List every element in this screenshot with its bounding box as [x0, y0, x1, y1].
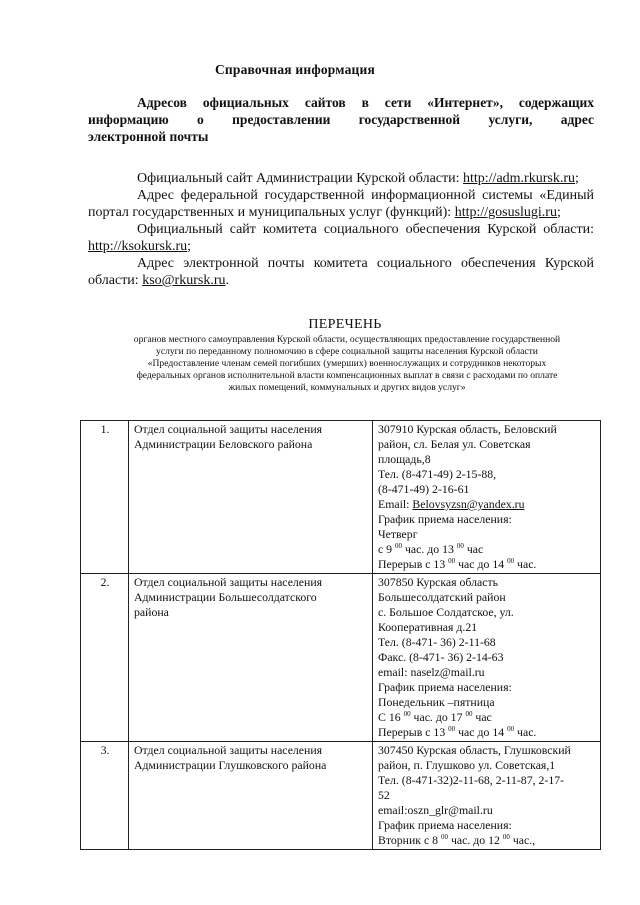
office-hours: Вторник с 8 $^{00}$ час. до 12 $^{00}$ час., [378, 833, 536, 847]
office-email-link[interactable]: Belovsyzsn@yandex.ru [412, 497, 525, 511]
row-number: 3. [81, 742, 129, 850]
office-hours: С 16 $^{00}$ час. до 17 $^{00}$ час [378, 710, 492, 724]
committee-email-line: Адрес электронной почты комитета социального обеспечения Курской области: kso@rkursk.ru. [88, 256, 594, 288]
list-subtitle: органов местного самоуправления Курской области, осуществляющих предоставление государственной услуги по переданному полномочию в сфере социальной защиты населения Курской области «Предоставление членам семей погибших (умерших) военнослужащих и сотрудников некоторых федеральных органов исполнительной власти компенсационных выплат в связи с расходами по оплате жилых помещений, коммунальных и других видов услуг» [133, 334, 561, 393]
committee-email-link[interactable]: kso@rkursk.ru [142, 273, 226, 288]
lunch-break: Перерыв с 13 $^{00}$ час до 14 $^{00}$ час. [378, 725, 537, 739]
table-row [81, 421, 601, 574]
row-number: 1. [81, 421, 129, 574]
document-subtitle [88, 94, 594, 145]
contacts-cell: 307850 Курская область Большесолдатский район с. Большое Солдатское, ул. Кооперативная д.21 Тел. (8-471- 36) 2-11-68 Факс. (8-471- 36) 2-14-63 email: naselz@mail.ru График приема населения: Понедельник –пятница С 16 $^{00}$ час. до 17 $^{00}$ час Перерыв с 13 $^{00}$ час до 14 $^{00}$ час. [373, 574, 601, 742]
office-hours: с 9 $^{00}$ час. до 13 $^{00}$ час [378, 542, 484, 556]
offices-table [80, 420, 601, 850]
document-title: Справочная информация [214, 62, 376, 77]
admin-site-link[interactable]: http://adm.rkursk.ru [463, 171, 575, 186]
table-row [81, 574, 601, 742]
subtitle-line: информацию о предоставлении государственной услуги, адрес [88, 112, 594, 127]
contacts-cell: 307910 Курская область, Беловский район, сл. Белая ул. Советская площадь,8 Тел. (8-471-49) 2-15-88, (8-471-49) 2-16-61 Email: Belovsyzsn@yandex.ru График приема населения: Четверг с 9 $^{00}$ час. до 13 $^{00}$ час Перерыв с 13 $^{00}$ час до 14 $^{00}$ час. [373, 421, 601, 574]
subtitle-line: Адресов официальных сайтов в сети «Интернет», содержащих [137, 95, 594, 110]
office-email[interactable]: naselz@mail.ru [410, 665, 485, 679]
org-name-cell: Отдел социальной защиты населения Администрации Беловского района [129, 421, 373, 574]
list-title: ПЕРЕЧЕНЬ [308, 317, 382, 332]
org-name-cell: Отдел социальной защиты населения Администрации Большесолдатского района [129, 574, 373, 742]
row-number: 2. [81, 574, 129, 742]
portal-line: Адрес федеральной государственной информационной системы «Единый портал государственных и муниципальных услуг (функций): http://gosuslugi.ru; [88, 188, 594, 220]
committee-site-line: Официальный сайт комитета социального обеспечения Курской области: http://ksokursk.ru; [88, 222, 594, 254]
table-row [81, 742, 601, 850]
admin-site-line: Официальный сайт Администрации Курской области: http://adm.rkursk.ru; [137, 171, 579, 186]
subtitle-line: электронной почты [88, 129, 209, 144]
org-name-cell: Отдел социальной защиты населения Администрации Глушковского района [129, 742, 373, 850]
websites-section [88, 170, 594, 289]
committee-site-link[interactable]: http://ksokursk.ru [88, 239, 188, 254]
portal-link[interactable]: http://gosuslugi.ru [454, 205, 557, 220]
lunch-break: Перерыв с 13 $^{00}$ час до 14 $^{00}$ час. [378, 557, 537, 571]
office-email[interactable]: oszn_glr@mail.ru [407, 803, 493, 817]
contacts-cell: 307450 Курская область, Глушковский район, п. Глушково ул. Советская,1 Тел. (8-471-32)2-11-68, 2-11-87, 2-17- 52 email:oszn_glr@mail.ru График приема населения: Вторник с 8 $^{00}$ час. до 12 $^{00}$ час., [373, 742, 601, 850]
